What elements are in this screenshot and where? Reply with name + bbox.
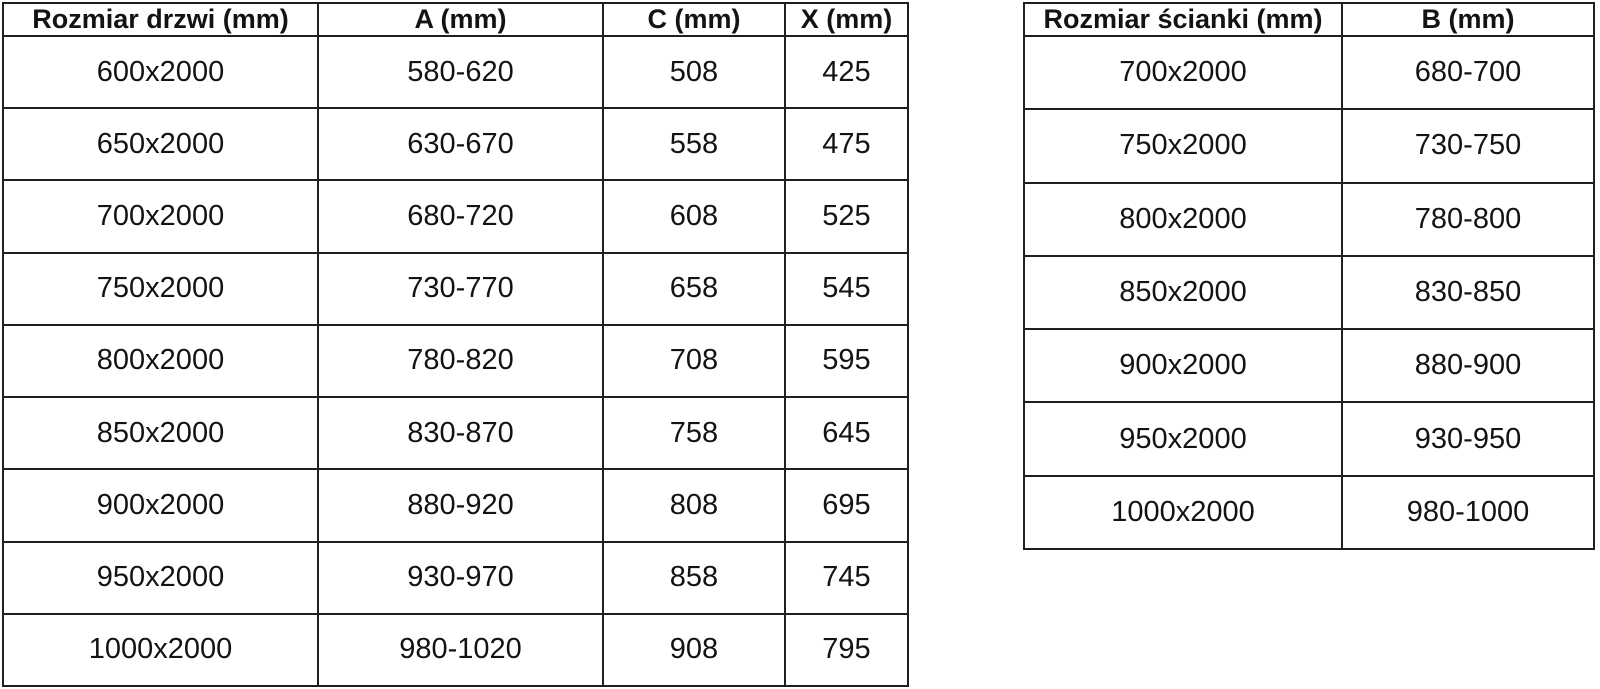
table-cell: 758 [603,397,785,469]
table-row [1024,183,1594,256]
table-cell: 745 [785,542,908,614]
table-cell: 580-620 [318,36,603,108]
table-cell: 750x2000 [3,253,318,325]
table-cell: 980-1000 [1342,476,1594,549]
column-header: Rozmiar ścianki (mm) [1024,3,1342,36]
table-cell: 780-800 [1342,183,1594,256]
table-cell: 908 [603,614,785,686]
table-row [1024,36,1594,109]
table-cell: 708 [603,325,785,397]
table-cell: 600x2000 [3,36,318,108]
column-header: C (mm) [603,3,785,36]
table-cell: 608 [603,180,785,252]
table-row [1024,256,1594,329]
table-row [3,542,908,614]
column-header: X (mm) [785,3,908,36]
table-row [3,397,908,469]
header-row [1024,3,1594,36]
table-cell: 980-1020 [318,614,603,686]
door-size-table [2,2,909,687]
table-cell: 800x2000 [1024,183,1342,256]
table-row [1024,329,1594,402]
table-cell: 880-900 [1342,329,1594,402]
table-row [3,325,908,397]
table-cell: 850x2000 [3,397,318,469]
table-row [3,180,908,252]
table-row [3,253,908,325]
table-cell: 545 [785,253,908,325]
table-cell: 695 [785,469,908,541]
table-cell: 700x2000 [3,180,318,252]
table-cell: 1000x2000 [1024,476,1342,549]
table-cell: 680-700 [1342,36,1594,109]
header-row [3,3,908,36]
table-cell: 800x2000 [3,325,318,397]
table-cell: 808 [603,469,785,541]
column-header: Rozmiar drzwi (mm) [3,3,318,36]
table-cell: 425 [785,36,908,108]
table-cell: 1000x2000 [3,614,318,686]
table-cell: 830-870 [318,397,603,469]
table-cell: 930-950 [1342,402,1594,475]
table-row [1024,402,1594,475]
table-cell: 900x2000 [3,469,318,541]
table-cell: 558 [603,108,785,180]
table-cell: 858 [603,542,785,614]
table-row [3,469,908,541]
table-cell: 658 [603,253,785,325]
table-cell: 830-850 [1342,256,1594,329]
table-cell: 880-920 [318,469,603,541]
table-row [3,36,908,108]
column-header: A (mm) [318,3,603,36]
table-cell: 680-720 [318,180,603,252]
table-cell: 950x2000 [3,542,318,614]
table-cell: 850x2000 [1024,256,1342,329]
table-cell: 595 [785,325,908,397]
table-cell: 730-750 [1342,109,1594,182]
table-cell: 930-970 [318,542,603,614]
table-cell: 475 [785,108,908,180]
table-cell: 730-770 [318,253,603,325]
table-cell: 900x2000 [1024,329,1342,402]
column-header: B (mm) [1342,3,1594,36]
table-cell: 795 [785,614,908,686]
table-cell: 950x2000 [1024,402,1342,475]
table-row [3,108,908,180]
table-cell: 750x2000 [1024,109,1342,182]
table-row [1024,109,1594,182]
wall-size-table [1023,2,1595,550]
table-cell: 700x2000 [1024,36,1342,109]
table-cell: 525 [785,180,908,252]
table-cell: 650x2000 [3,108,318,180]
table-row [3,614,908,686]
table-cell: 630-670 [318,108,603,180]
table-cell: 780-820 [318,325,603,397]
table-cell: 508 [603,36,785,108]
table-cell: 645 [785,397,908,469]
table-row [1024,476,1594,549]
